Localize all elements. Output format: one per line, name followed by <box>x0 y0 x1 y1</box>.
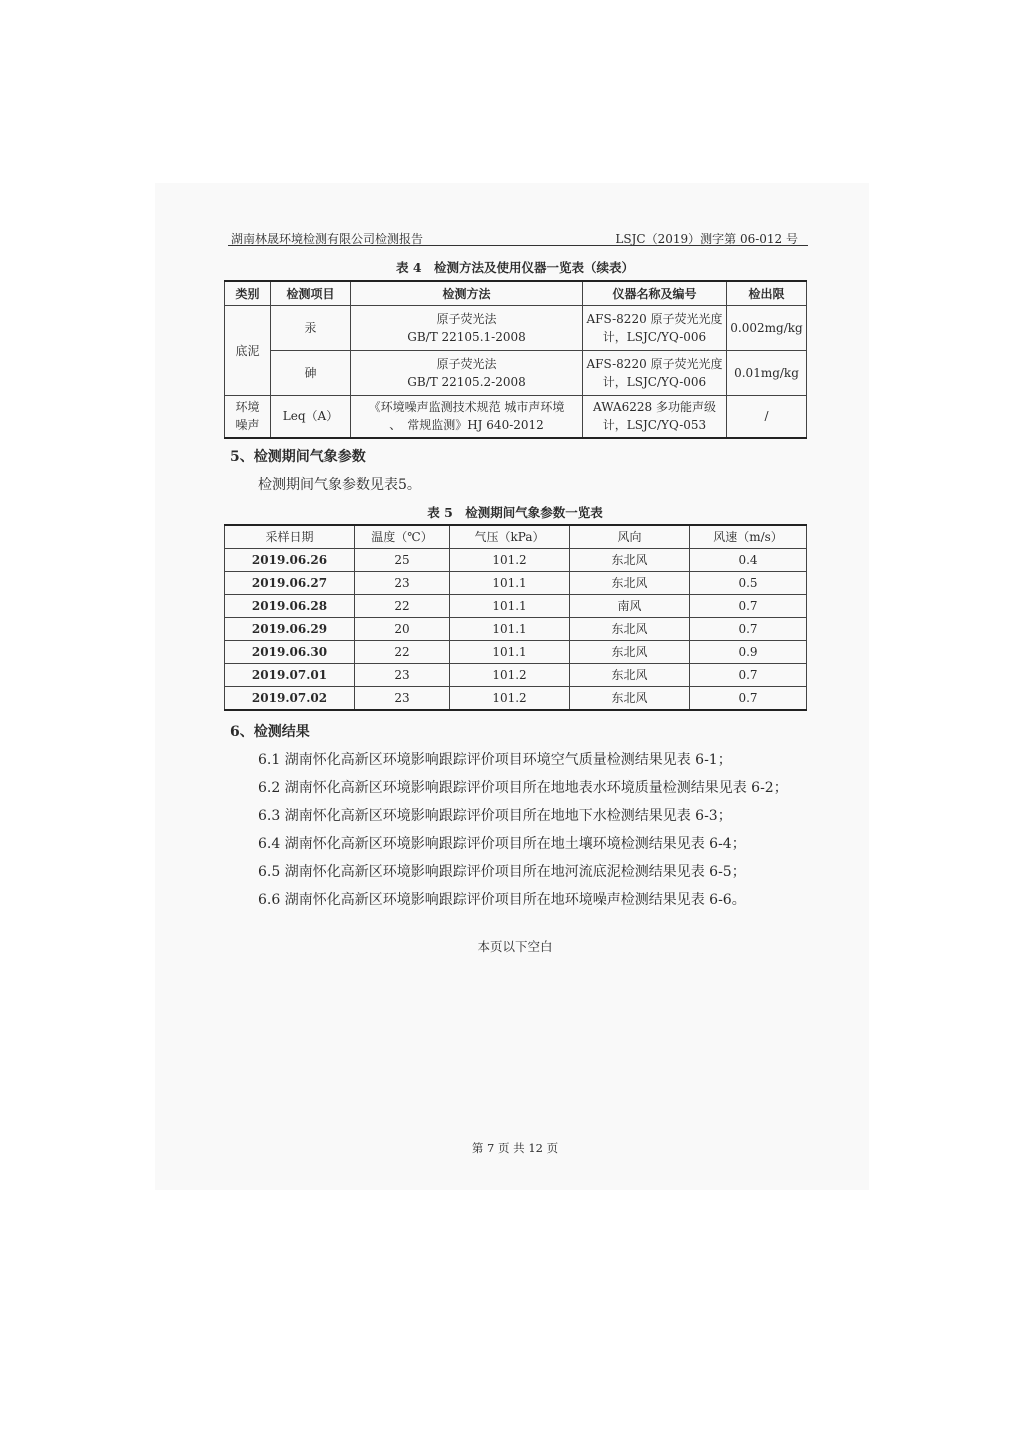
table5-header-row <box>225 525 807 549</box>
wind-speed-cell: 0.4 <box>690 549 807 572</box>
pressure-cell: 101.1 <box>450 572 570 595</box>
table5-caption: 表 5 检测期间气象参数一览表 <box>427 505 603 520</box>
method-cell <box>351 396 583 438</box>
method-cell <box>351 351 583 396</box>
temperature-cell: 20 <box>355 618 450 641</box>
table5-header-cell: 风向 <box>570 525 690 549</box>
table4-header-cell: 检测方法 <box>351 281 583 306</box>
limit-cell: / <box>727 396 807 438</box>
table-row <box>225 687 807 711</box>
table5-header-cell: 风速（m/s） <box>690 525 807 549</box>
temperature-cell: 23 <box>355 572 450 595</box>
section5-title: 5、检测期间气象参数 <box>230 449 366 465</box>
table4-header-cell: 仪器名称及编号 <box>583 281 727 306</box>
category-cell: 底泥 <box>225 306 271 396</box>
date-cell: 2019.06.29 <box>225 618 355 641</box>
instrument-line: 计，LSJC/YQ-006 <box>602 375 707 389</box>
temperature-cell: 22 <box>355 641 450 664</box>
date-cell: 2019.06.28 <box>225 595 355 618</box>
table-row <box>225 396 807 438</box>
method-line: 原子荧光法 <box>436 357 497 371</box>
item-cell: 汞 <box>271 306 351 351</box>
wind-speed-cell: 0.7 <box>690 595 807 618</box>
instrument-line: 计，LSJC/YQ-053 <box>602 418 707 433</box>
date-cell: 2019.06.27 <box>225 572 355 595</box>
table5-header-cell: 温度（℃） <box>355 525 450 549</box>
method-line: GB/T 22105.1-2008 <box>407 330 526 344</box>
table-row <box>225 306 807 351</box>
wind-direction-cell: 南风 <box>570 595 690 618</box>
temperature-cell: 23 <box>355 687 450 711</box>
pressure-cell: 101.1 <box>450 595 570 618</box>
wind-direction-cell: 东北风 <box>570 664 690 687</box>
pressure-cell: 101.2 <box>450 687 570 711</box>
instrument-line: AFS-8220 原子荧光光度 <box>586 357 723 371</box>
wind-direction-cell: 东北风 <box>570 687 690 711</box>
table4-header-cell: 检测项目 <box>271 281 351 306</box>
method-cell <box>351 306 583 351</box>
wind-speed-cell: 0.7 <box>690 687 807 711</box>
method-line: 《环境噪声监测技术规范 城市声环境 <box>368 400 565 415</box>
instrument-cell <box>583 396 727 438</box>
instrument-cell <box>583 306 727 351</box>
category-line: 噪声 <box>235 418 260 433</box>
wind-speed-cell: 0.9 <box>690 641 807 664</box>
blank-note: 本页以下空白 <box>477 939 553 954</box>
pressure-cell: 101.2 <box>450 549 570 572</box>
result-item: 6.2 湖南怀化高新区环境影响跟踪评价项目所在地地表水环境质量检测结果见表 6-2； <box>258 780 788 796</box>
table4-caption: 表 4 检测方法及使用仪器一览表（续表） <box>395 260 635 275</box>
date-cell: 2019.06.26 <box>225 549 355 572</box>
result-item: 6.6 湖南怀化高新区环境影响跟踪评价项目所在地环境噪声检测结果见表 6-6。 <box>258 892 746 908</box>
instrument-cell <box>583 351 727 396</box>
table-row <box>225 641 807 664</box>
pressure-cell: 101.2 <box>450 664 570 687</box>
table-row <box>225 618 807 641</box>
category-line: 环境 <box>235 400 260 415</box>
temperature-cell: 22 <box>355 595 450 618</box>
table-row <box>225 595 807 618</box>
item-cell: Leq（A） <box>271 396 351 438</box>
page-footer: 第 7 页 共 12 页 <box>471 1141 559 1155</box>
table-row <box>225 664 807 687</box>
instrument-line: AFS-8220 原子荧光光度 <box>586 312 723 326</box>
company-header: 湖南林晟环境检测有限公司检测报告 <box>231 232 424 246</box>
date-cell: 2019.06.30 <box>225 641 355 664</box>
wind-speed-cell: 0.7 <box>690 618 807 641</box>
table5-header-cell: 采样日期 <box>225 525 355 549</box>
instrument-line: AWA6228 多功能声级 <box>593 400 716 415</box>
table4 <box>224 280 807 439</box>
limit-cell: 0.002mg/kg <box>727 306 807 351</box>
result-item: 6.1 湖南怀化高新区环境影响跟踪评价项目环境空气质量检测结果见表 6-1； <box>258 752 732 768</box>
category-cell <box>225 396 271 438</box>
wind-direction-cell: 东北风 <box>570 549 690 572</box>
section5-text: 检测期间气象参数见表5。 <box>258 477 421 493</box>
result-item: 6.5 湖南怀化高新区环境影响跟踪评价项目所在地河流底泥检测结果见表 6-5； <box>258 864 746 880</box>
wind-direction-cell: 东北风 <box>570 641 690 664</box>
date-cell: 2019.07.01 <box>225 664 355 687</box>
temperature-cell: 25 <box>355 549 450 572</box>
wind-direction-cell: 东北风 <box>570 618 690 641</box>
method-line: GB/T 22105.2-2008 <box>407 375 526 389</box>
pressure-cell: 101.1 <box>450 618 570 641</box>
temperature-cell: 23 <box>355 664 450 687</box>
report-number: LSJC（2019）测字第 06-012 号 <box>615 232 798 246</box>
wind-speed-cell: 0.7 <box>690 664 807 687</box>
section6-title: 6、检测结果 <box>230 724 310 740</box>
wind-direction-cell: 东北风 <box>570 572 690 595</box>
table-row <box>225 351 807 396</box>
table4-header-cell: 类别 <box>225 281 271 306</box>
table-row <box>225 572 807 595</box>
table-row <box>225 549 807 572</box>
result-item: 6.3 湖南怀化高新区环境影响跟踪评价项目所在地地下水检测结果见表 6-3； <box>258 808 732 824</box>
table4-header-cell: 检出限 <box>727 281 807 306</box>
date-cell: 2019.07.02 <box>225 687 355 711</box>
table4-header-row <box>225 281 807 306</box>
header-rule <box>228 245 808 246</box>
table5 <box>224 524 807 711</box>
item-cell: 砷 <box>271 351 351 396</box>
table5-header-cell: 气压（kPa） <box>450 525 570 549</box>
instrument-line: 计，LSJC/YQ-006 <box>602 330 707 344</box>
method-line: 、 常规监测》HJ 640-2012 <box>389 418 544 433</box>
wind-speed-cell: 0.5 <box>690 572 807 595</box>
pressure-cell: 101.1 <box>450 641 570 664</box>
result-item: 6.4 湖南怀化高新区环境影响跟踪评价项目所在地土壤环境检测结果见表 6-4； <box>258 836 746 852</box>
limit-cell: 0.01mg/kg <box>727 351 807 396</box>
method-line: 原子荧光法 <box>436 312 497 326</box>
